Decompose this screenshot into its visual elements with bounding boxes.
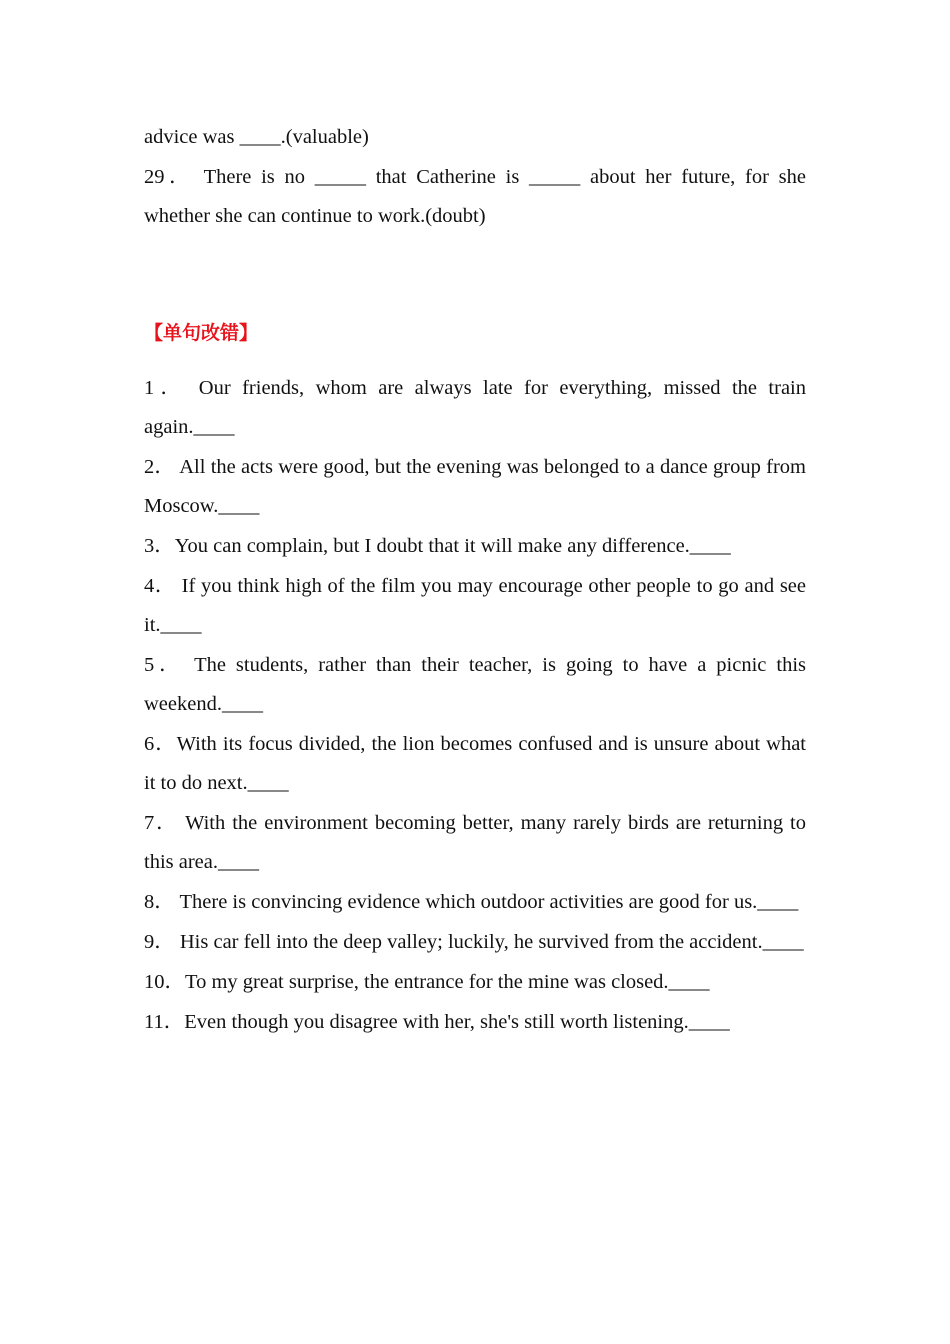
question-text: His car fell into the deep valley; luckily, he survived from the accident.____ [174, 931, 804, 953]
question-number: 3． [144, 535, 175, 557]
correction-question-2 [144, 448, 806, 527]
question-number: 5． [144, 654, 185, 676]
question-text: If you think high of the film you may encourage other people to go and see it.____ [144, 575, 807, 636]
correction-question-1 [144, 369, 806, 448]
question-number: 2． [144, 456, 176, 478]
question-number: 4． [144, 575, 176, 597]
question-number: 1． [144, 377, 188, 399]
question-number: 11． [144, 1011, 185, 1033]
question-number: 10． [144, 971, 185, 993]
question-text: You can complain, but I doubt that it will make any difference.____ [174, 535, 731, 557]
question-text: All the acts were good, but the evening was belonged to a dance group from Moscow.____ [144, 456, 807, 517]
question-text: The students, rather than their teacher, is going to have a picnic this weekend.____ [144, 654, 806, 715]
question-number: 7． [144, 812, 179, 834]
correction-question-4 [144, 567, 806, 646]
correction-question-6 [144, 725, 806, 804]
fill-in-continuation: advice was ____.(valuable) [144, 126, 369, 148]
question-number: 8． [144, 891, 175, 913]
question-text: With its focus divided, the lion becomes confused and is unsure about what it to do next.____ [144, 733, 806, 794]
correction-question-5 [144, 646, 806, 725]
correction-question-7 [144, 804, 806, 883]
section-heading: 【单句改错】 [144, 322, 259, 344]
question-text: Our friends, whom are always late for everything, missed the train again.____ [144, 377, 806, 438]
question-text: Even though you disagree with her, she's still worth listening.____ [184, 1011, 730, 1033]
question-text: To my great surprise, the entrance for the mine was closed.____ [185, 971, 710, 993]
correction-question-11 [144, 1003, 806, 1043]
correction-question-10 [144, 963, 806, 1003]
section-spacer [144, 237, 806, 316]
question-number: 29． [144, 166, 195, 188]
question-text: There is no _____ that Catherine is _____ about her future, for she whether she can continue to work.(doubt) [144, 166, 806, 227]
correction-question-9 [144, 923, 806, 963]
correction-question-8 [144, 883, 806, 923]
fill-in-question-29 [144, 158, 806, 237]
question-text: With the environment becoming better, many rarely birds are returning to this area.____ [144, 812, 807, 873]
correction-question-3 [144, 527, 806, 567]
document-page [144, 118, 806, 1043]
question-number: 6． [144, 733, 177, 755]
question-number: 9． [144, 931, 175, 953]
question-text: There is convincing evidence which outdoor activities are good for us.____ [174, 891, 799, 913]
